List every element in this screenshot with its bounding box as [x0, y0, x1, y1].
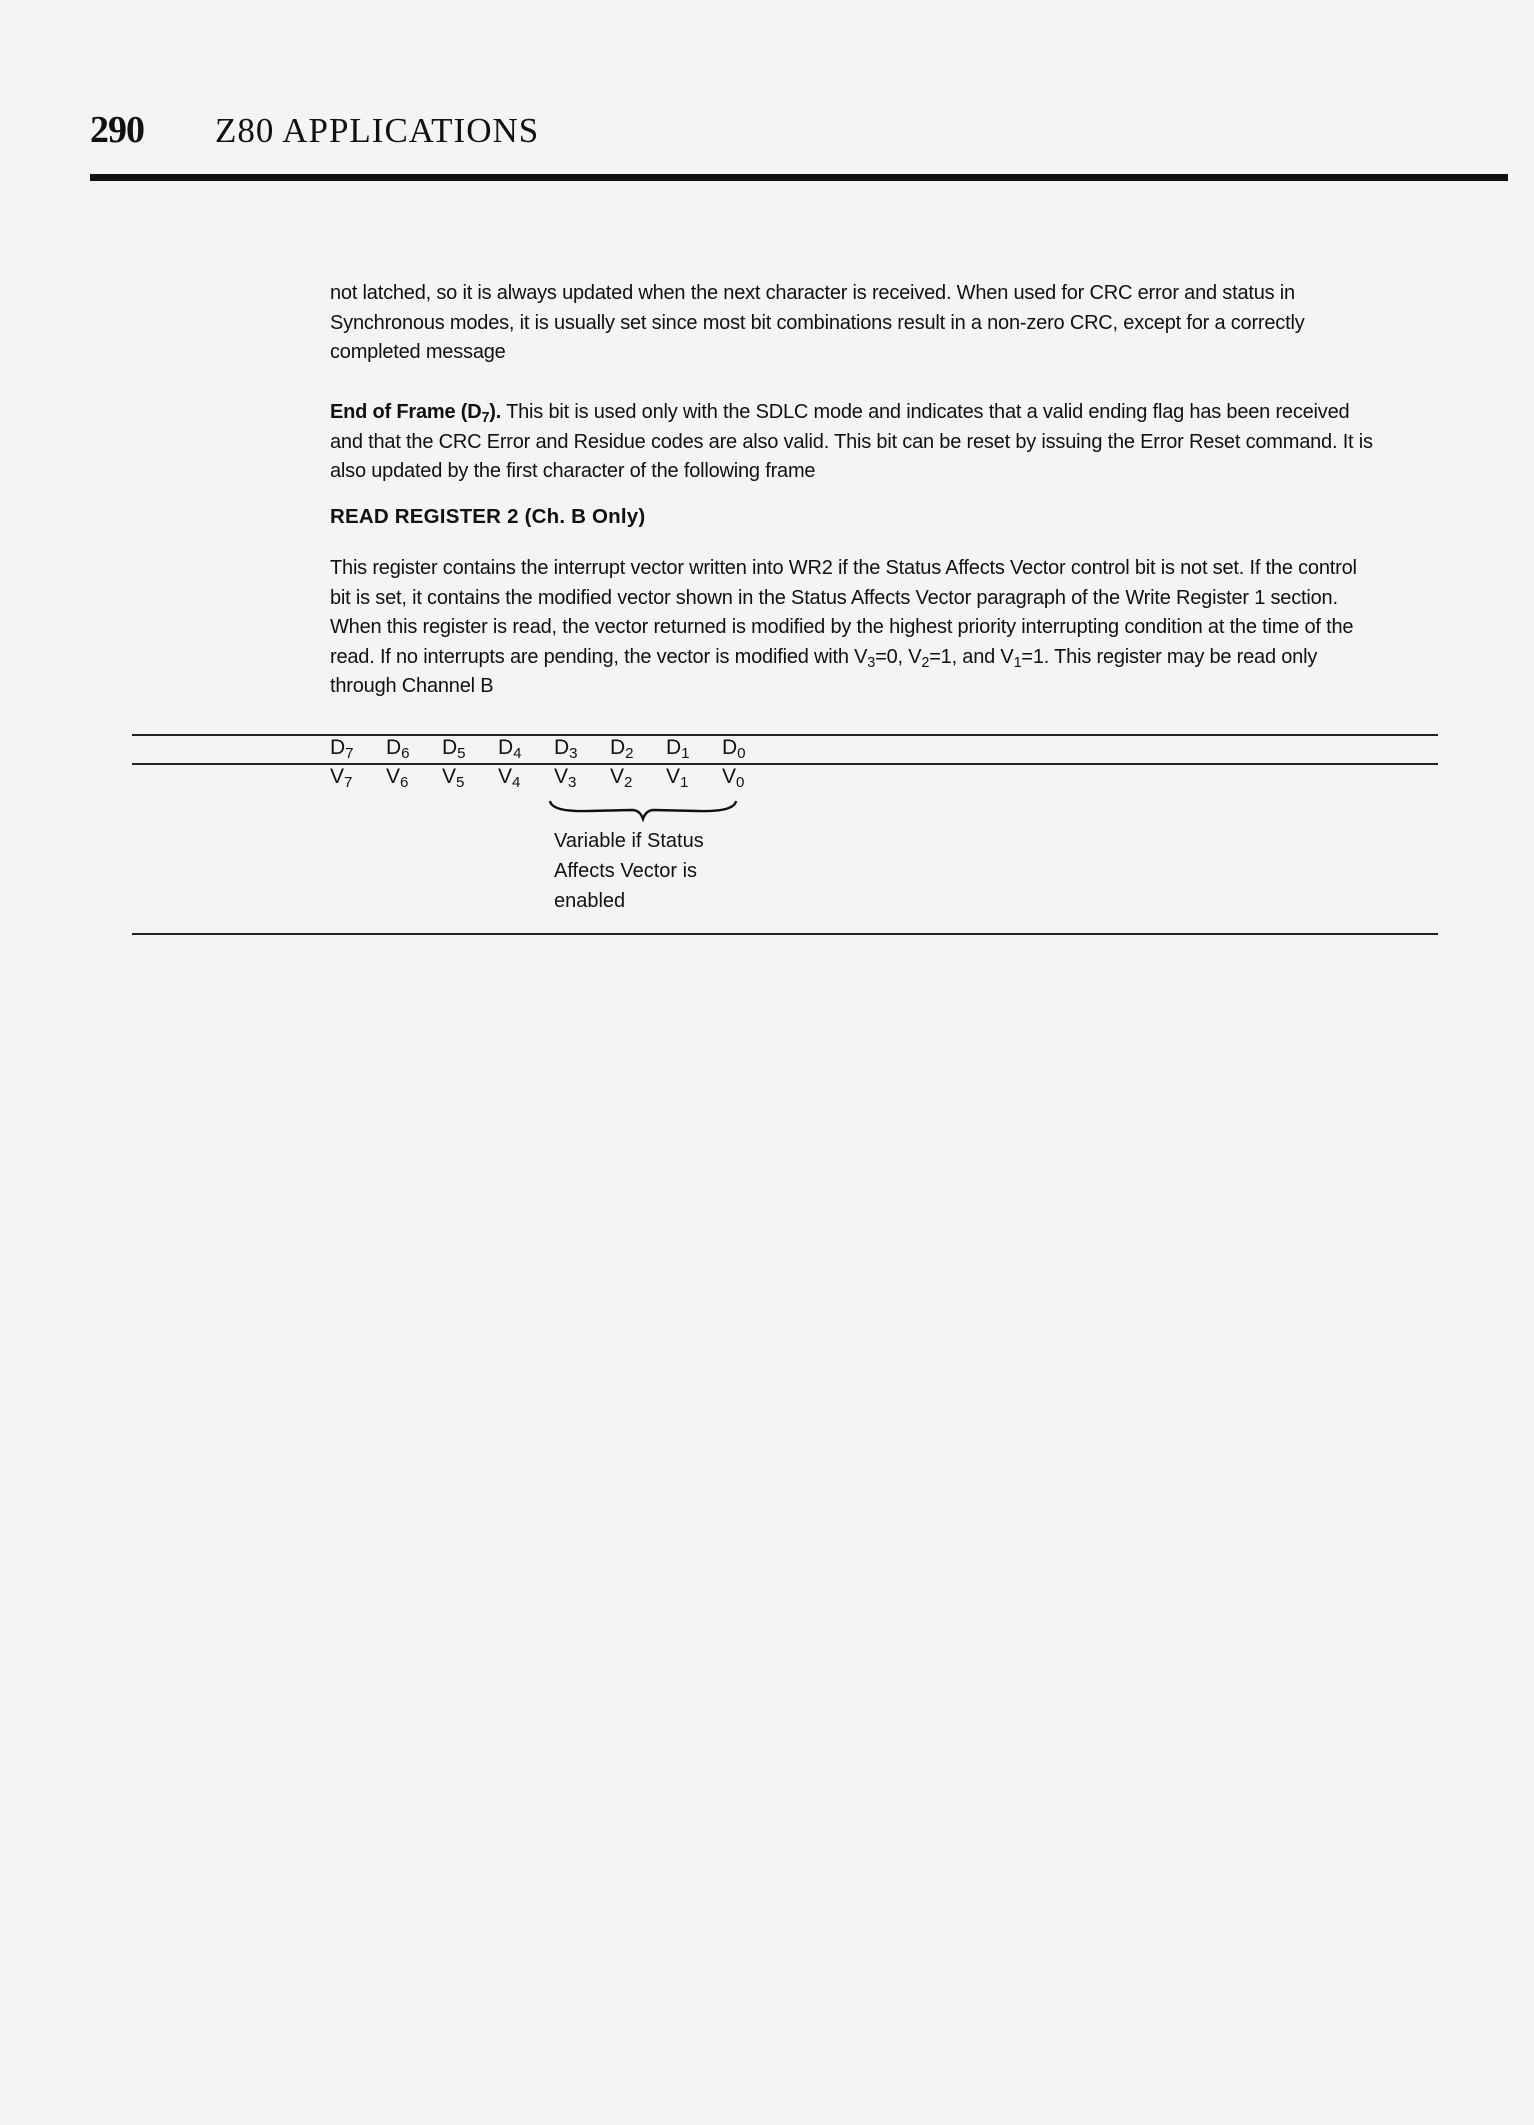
vector-letter: V: [666, 765, 681, 788]
rr2-sub-1: 3: [867, 654, 876, 671]
vector-value: [666, 764, 722, 790]
paragraph-read-register-2: [330, 554, 1380, 702]
bit-index: 1: [681, 745, 690, 763]
rr2-sub-2: 2: [921, 654, 930, 671]
vector-value: [610, 764, 666, 790]
bit-letter: D: [386, 736, 402, 759]
vector-letter: V: [386, 765, 401, 788]
bit-index: 0: [737, 745, 746, 763]
diagram-rule-bottom: [132, 933, 1438, 935]
bit-index: 6: [401, 745, 410, 763]
bit-label: [498, 735, 554, 761]
paragraph-crc-continuation: not latched, so it is always updated when the next character is received. When used for CRC error and status in Synchronous modes, it is usually set since most bit combinations result in a non-zero CRC, except for a correctly completed message: [330, 282, 1305, 363]
vector-letter: V: [554, 765, 569, 788]
rr2-sub-3: 1: [1013, 654, 1022, 671]
brace-note-line: Variable if Status: [554, 830, 704, 852]
section-heading: READ REGISTER 2 (Ch. B Only): [330, 505, 646, 528]
vector-index: 7: [344, 774, 353, 792]
diagram-rule-mid: [132, 763, 1438, 765]
brace-note-line: enabled: [554, 890, 626, 912]
vector-value: [442, 764, 498, 790]
vector-letter: V: [498, 765, 513, 788]
vector-value: [498, 764, 554, 790]
vector-value: [722, 764, 778, 790]
end-of-frame-lead-close: ).: [489, 401, 502, 423]
vector-index: 1: [680, 774, 689, 792]
brace-note-line: Affects Vector is: [554, 860, 698, 882]
vector-value: [330, 764, 386, 790]
bit-index: 5: [457, 745, 466, 763]
vector-value: [386, 764, 442, 790]
bit-index: 7: [345, 745, 354, 763]
rr2-text-4: =1. This register may be read only through Channel B: [330, 645, 1318, 697]
bit-index: 3: [569, 745, 578, 763]
vector-index: 5: [456, 774, 465, 792]
rr2-text-3: =1, and V: [929, 645, 1014, 668]
bit-label: [722, 735, 778, 761]
bit-letter: D: [498, 736, 514, 759]
bit-label: [666, 735, 722, 761]
vector-values-row: [330, 764, 778, 790]
vector-letter: V: [442, 765, 457, 788]
bit-letter: D: [330, 736, 346, 759]
running-head: Z80 APPLICATIONS: [215, 111, 540, 150]
bit-labels-row: [330, 735, 778, 761]
curly-brace-icon: [548, 798, 738, 822]
vector-value: [554, 764, 610, 790]
vector-letter: V: [722, 765, 737, 788]
vector-letter: V: [330, 765, 345, 788]
bit-index: 2: [625, 745, 634, 763]
bit-label: [386, 735, 442, 761]
header-rule: [90, 174, 1508, 181]
bit-letter: D: [442, 736, 458, 759]
end-of-frame-lead-subscript: 7: [481, 410, 490, 427]
brace-note: [554, 826, 794, 916]
vector-index: 2: [624, 774, 633, 792]
vector-index: 6: [400, 774, 409, 792]
diagram-rule-top: [132, 734, 1438, 736]
vector-index: 4: [512, 774, 521, 792]
bit-index: 4: [513, 745, 522, 763]
bit-letter: D: [554, 736, 570, 759]
page-number: 290: [90, 109, 144, 151]
vector-letter: V: [610, 765, 625, 788]
bit-letter: D: [722, 736, 738, 759]
end-of-frame-lead: [330, 401, 502, 427]
bit-letter: D: [666, 736, 682, 759]
bit-label: [554, 735, 610, 761]
vector-index: 0: [736, 774, 745, 792]
end-of-frame-lead-text: End of Frame (D: [330, 401, 482, 423]
bit-label: [442, 735, 498, 761]
bit-label: [610, 735, 666, 761]
vector-index: 3: [568, 774, 577, 792]
end-of-frame-body: This bit is used only with the SDLC mode and indicates that a valid ending flag has been received and that the CRC Error and Residue codes are also valid. This bit can be reset by issuing the Error Reset command. It is also updated by the first character of the following frame: [330, 401, 1373, 482]
paragraph-end-of-frame: [330, 398, 1380, 487]
bit-letter: D: [610, 736, 626, 759]
rr2-text-1: This register contains the interrupt vector written into WR2 if the Status Affects Vector control bit is not set. If the control bit is set, it contains the modified vector shown in the Status Affects Vector paragraph of the Write Register 1 section. When this register is read, the vector returned is modified by the highest priority interrupting condition at the time of the read. If no interrupts are pending, the vector is modified with V: [330, 557, 1357, 668]
bit-label: [330, 735, 386, 761]
rr2-text-2: =0, V: [875, 645, 922, 668]
